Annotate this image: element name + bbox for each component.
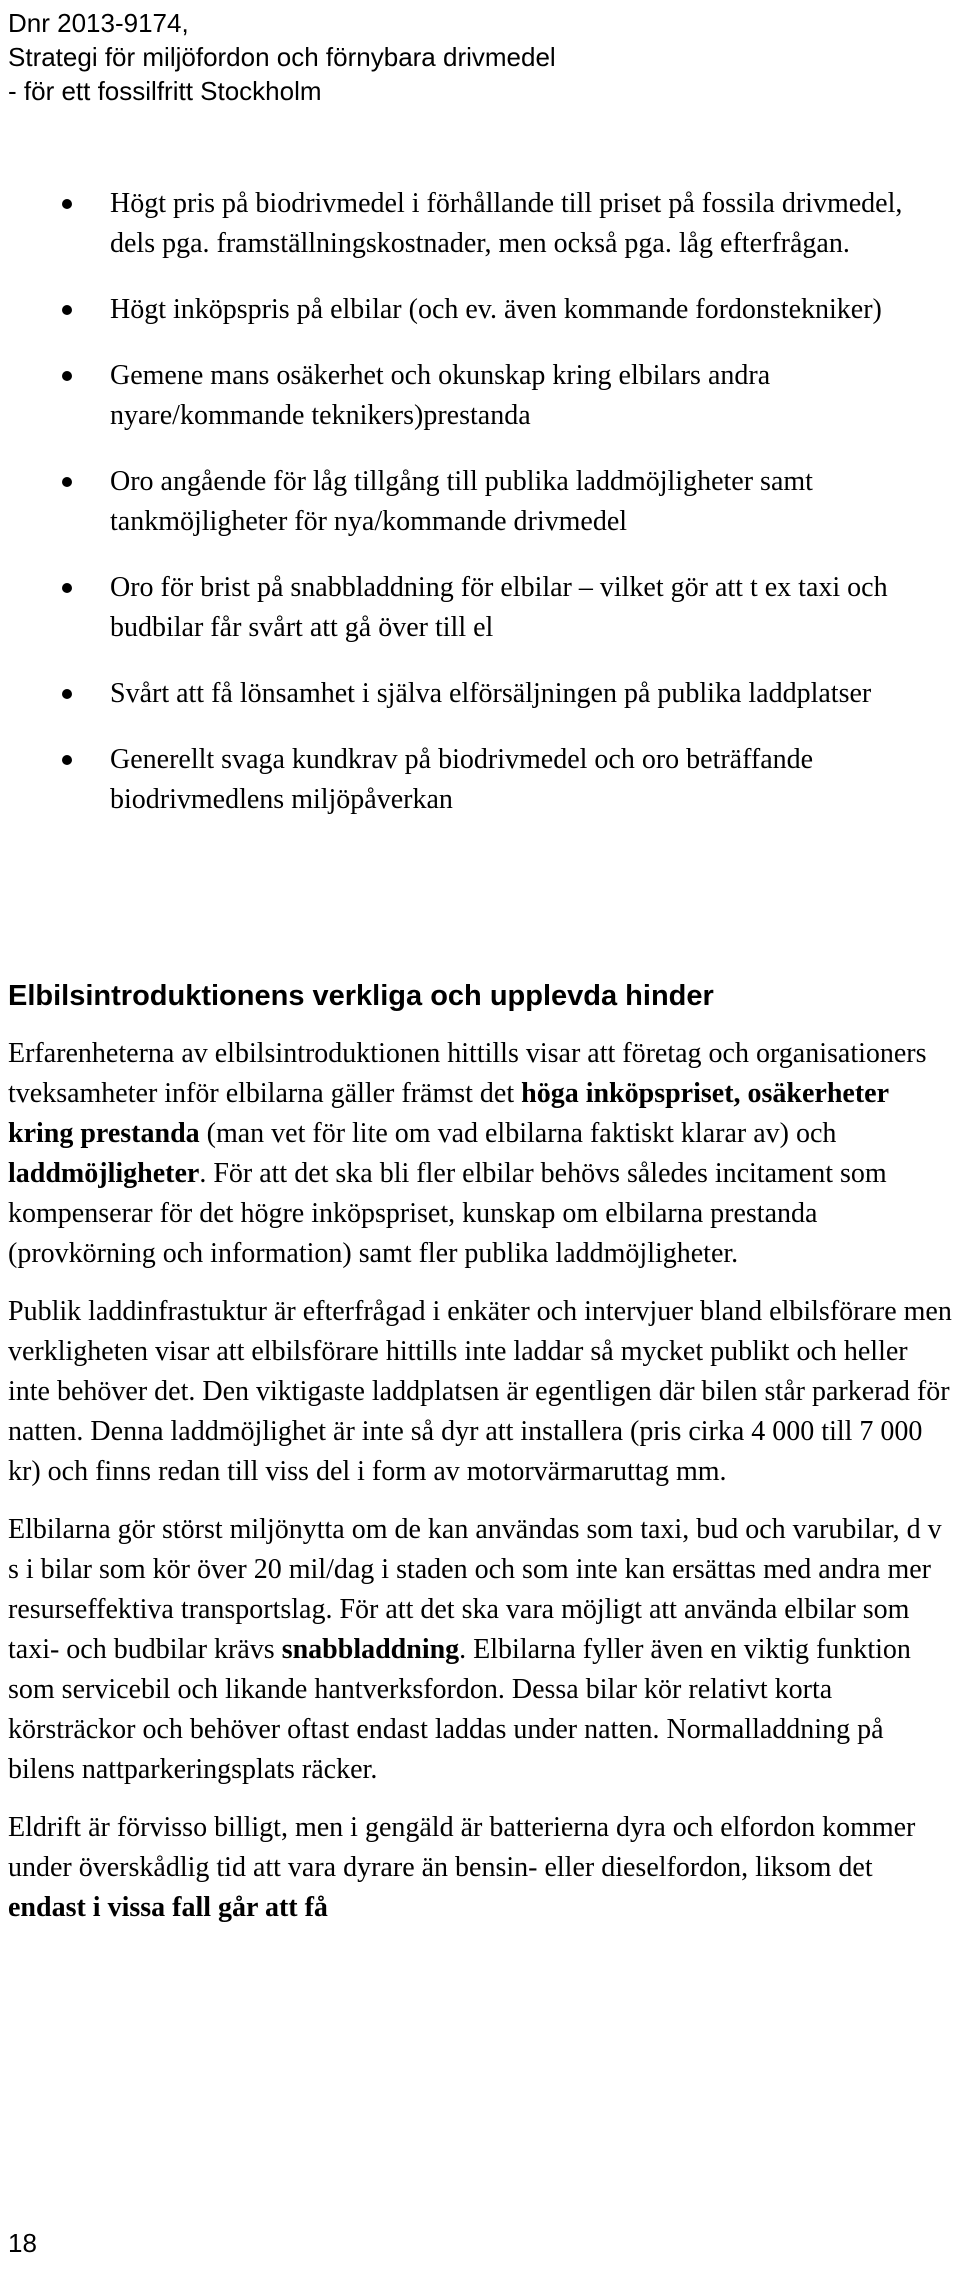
obstacle-bullet-list [0,184,960,846]
bullet-icon [62,689,72,699]
header-title: Strategi för miljöfordon och förnybara drivmedel [8,42,556,72]
emphasis-text: laddmöjligheter [8,1158,200,1189]
paragraph-text: (man vet för lite om vad elbilarna faktiskt klarar av) och [199,1118,837,1149]
paragraph-text: Publik laddinfrastuktur är efterfrågad i enkäter och intervjuer bland elbilsförare men verkligheten visar att elbilsförare hittills inte laddar så mycket publikt och heller inte behöver det. Den viktigaste laddplatsen är egentligen där bilen står parkerad för natten. Denna laddmöjlighet är inte så dyr att installera (pris cirka 4 000 till 7 000 kr) och finns redan till viss del i form av motorvärmaruttag mm. [8,1296,952,1487]
list-item [0,356,960,436]
bullet-icon [62,305,72,315]
list-item-text: Oro angående för låg tillgång till publika laddmöjligheter samt tankmöjligheter för nya/kommande drivmedel [110,466,813,537]
list-item-text: Oro för brist på snabbladdning för elbilar – vilket gör att t ex taxi och budbilar får svårt att gå över till el [110,572,888,643]
list-item-text: Generellt svaga kundkrav på biodrivmedel och oro beträffande biodrivmedlens miljöpåverkan [110,744,814,815]
paragraph-text: Eldrift är förvisso billigt, men i gengäld är batterierna dyra och elfordon kommer under överskådlig tid att vara dyrare än bensin- eller dieselfordon, liksom det [8,1812,916,1883]
page-number: 18 [8,2228,37,2258]
emphasis-text: endast i vissa fall går att få [8,1892,328,1923]
list-item [0,184,960,264]
list-item-text: Högt pris på biodrivmedel i förhållande till priset på fossila drivmedel, dels pga. framställningskostnader, men också pga. låg efterfrågan. [110,188,903,259]
body-text [8,1034,952,1946]
list-item-text: Högt inköpspris på elbilar (och ev. även kommande fordonstekniker) [110,294,882,325]
paragraph-text: . För att det ska bli fler elbilar behövs således incitament som kompenserar för det högre inköpspriset, kunskap om elbilarna prestanda (provkörning och information) samt fler publika laddmöjligheter. [8,1158,887,1269]
list-item-text: Gemene mans osäkerhet och okunskap kring elbilars andra nyare/kommande teknikers)prestanda [110,360,771,431]
bullet-icon [62,755,72,765]
list-item [0,674,960,714]
list-item [0,290,960,330]
paragraph-text: . Elbilarna fyller även en viktig funktion som servicebil och likande hantverksfordon. Dessa bilar kör relativt korta körsträckor och behöver oftast endast laddas under natten. Normalladdning på bilens nattparkeringsplats räcker. [8,1634,911,1785]
list-item-text: Svårt att få lönsamhet i själva elförsäljningen på publika laddplatser [110,678,872,709]
page-header [8,6,556,108]
list-item [0,462,960,542]
bullet-icon [62,371,72,381]
list-item [0,740,960,820]
bullet-icon [62,477,72,487]
bullet-icon [62,199,72,209]
section-heading: Elbilsintroduktionens verkliga och upplevda hinder [8,980,714,1012]
paragraph [8,1808,952,1928]
header-subtitle: - för ett fossilfritt Stockholm [8,76,322,106]
emphasis-text: höga inköpspriset, osäkerheter kring prestanda [8,1078,889,1149]
header-reference: Dnr 2013-9174, [8,8,189,38]
paragraph-text: Erfarenheterna av elbilsintroduktionen hittills visar att företag och organisationers tveksamheter inför elbilarna gäller främst det [8,1038,927,1109]
paragraph-text: Elbilarna gör störst miljönytta om de kan användas som taxi, bud och varubilar, d v s i bilar som kör över 20 mil/dag i staden och som inte kan ersättas med andra mer resurseffektiva transportslag. För att det ska vara möjligt att använda elbilar som taxi- och budbilar krävs [8,1514,942,1665]
list-item [0,568,960,648]
bullet-icon [62,583,72,593]
paragraph [8,1034,952,1274]
paragraph [8,1292,952,1492]
emphasis-text: snabbladdning [281,1634,460,1665]
paragraph [8,1510,952,1790]
